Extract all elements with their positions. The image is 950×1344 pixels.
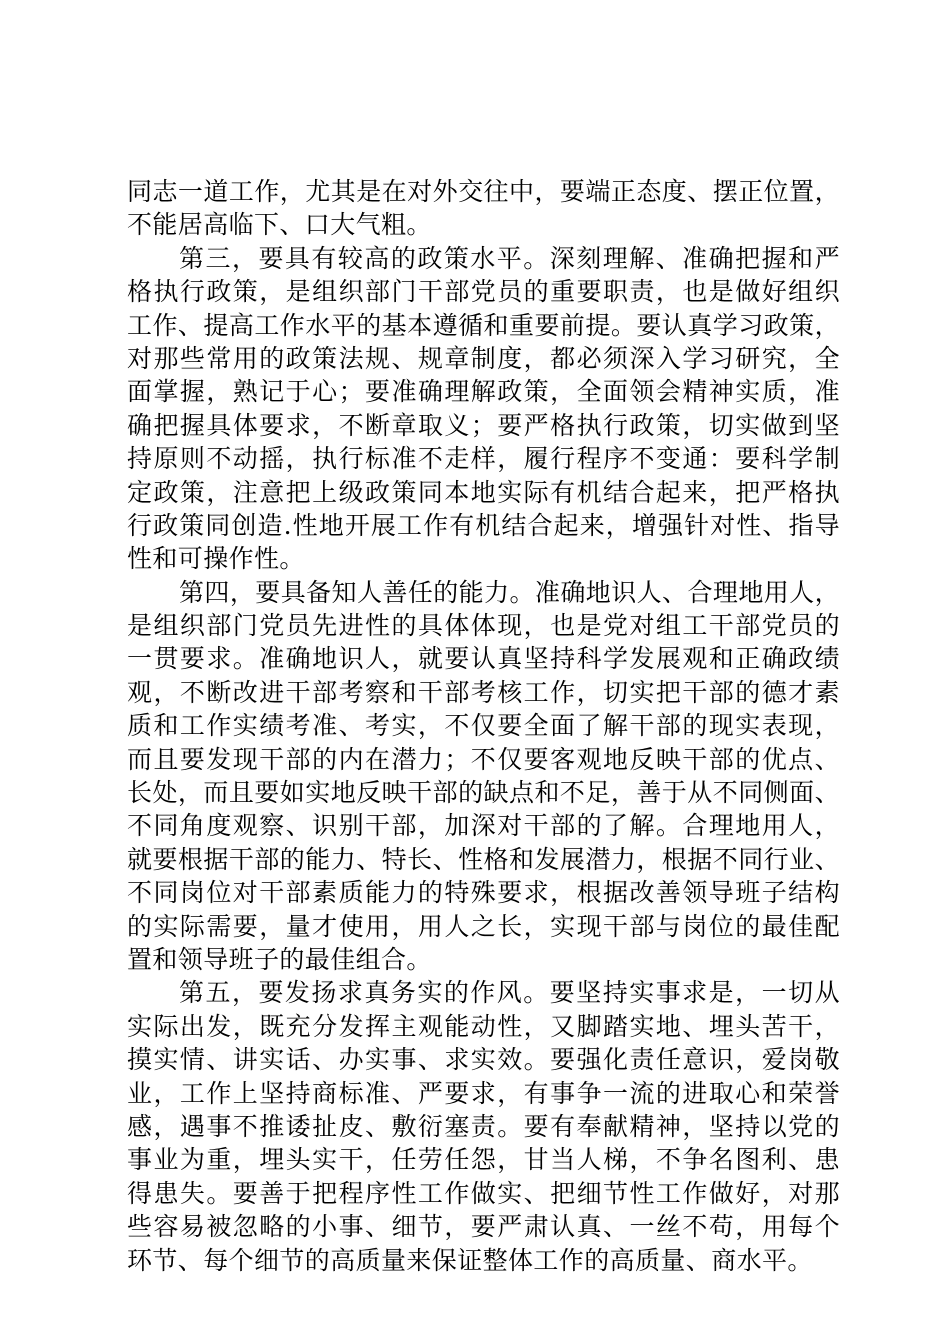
document-body xyxy=(127,175,840,1277)
text-line: 同志一道工作，尤其是在对外交往中，要端正态度、摆正位置， xyxy=(127,177,840,206)
text-line: 些容易被忽略的小事、细节，要严肃认真、一丝不苟，用每个 xyxy=(127,1212,840,1242)
paragraph-policy-level xyxy=(127,242,840,576)
text-line: 不能居高临下、口大气粗。 xyxy=(127,210,432,240)
text-line: 观，不断改进干部考察和干部考核工作，切实把干部的德才素 xyxy=(127,677,840,707)
text-line: 一贯要求。准确地识人，就要认真坚持科学发展观和正确政绩 xyxy=(127,644,840,674)
text-line: 工作、提高工作水平的基本遵循和重要前提。要认真学习政策， xyxy=(127,310,840,340)
text-line: 感，遇事不推诿扯皮、敷衍塞责。要有奉献精神，坚持以党的 xyxy=(127,1111,840,1141)
text-line: 对那些常用的政策法规、规章制度，都必须深入学习研究，全 xyxy=(127,343,840,373)
text-line: 业，工作上坚持商标准、严要求，有事争一流的进取心和荣誉 xyxy=(127,1078,840,1108)
text-line: 第五，要发扬求真务实的作风。要坚持实事求是，一切从 xyxy=(179,978,840,1008)
text-line: 环节、每个细节的高质量来保证整体工作的高质量、商水平。 xyxy=(127,1245,813,1275)
text-line: 是组织部门党员先进性的具体体现，也是党对组工干部党员的 xyxy=(127,611,840,641)
paragraph-personnel-ability xyxy=(127,576,840,977)
text-line: 定政策，注意把上级政策同本地实际有机结合起来，把严格执 xyxy=(127,477,840,507)
paragraph-continuation xyxy=(127,175,840,242)
text-line: 不同岗位对干部素质能力的特殊要求，根据改善领导班子结构 xyxy=(127,878,840,908)
text-line: 性和可操作性。 xyxy=(127,544,305,574)
text-line: 事业为重，埋头实干，任劳任怨，甘当人梯，不争名图利、患 xyxy=(127,1145,840,1175)
text-line: 第三，要具有较高的政策水平。深刻理解、准确把握和严 xyxy=(179,243,840,273)
text-line: 格执行政策，是组织部门干部党员的重要职责，也是做好组织 xyxy=(127,277,840,307)
text-line: 摸实情、讲实话、办实事、求实效。要强化责任意识，爱岗敬 xyxy=(127,1045,840,1075)
text-line: 长处，而且要如实地反映干部的缺点和不足，善于从不同侧面、 xyxy=(127,778,840,808)
text-line: 而且要发现干部的内在潜力；不仅要客观地反映干部的优点、 xyxy=(127,744,840,774)
text-line: 确把握具体要求，不断章取义；要严格执行政策，切实做到坚 xyxy=(127,410,840,440)
text-line: 持原则不动摇，执行标准不走样，履行程序不变通：要科学制 xyxy=(127,444,840,474)
text-line: 就要根据干部的能力、特长、性格和发展潜力，根据不同行业、 xyxy=(127,844,840,874)
text-line: 不同角度观察、识别干部，加深对干部的了解。合理地用人， xyxy=(127,811,840,841)
text-line: 面掌握，熟记于心；要准确理解政策，全面领会精神实质，准 xyxy=(127,377,840,407)
text-line: 的实际需要，量才使用，用人之长，实现干部与岗位的最佳配 xyxy=(127,911,840,941)
paragraph-work-style xyxy=(127,976,840,1277)
text-line: 行政策同创造.性地开展工作有机结合起来，增强针对性、指导 xyxy=(127,510,840,540)
text-line: 第四，要具备知人善任的能力。准确地识人、合理地用人， xyxy=(179,577,840,607)
text-line: 质和工作实绩考准、考实，不仅要全面了解干部的现实表现， xyxy=(127,711,840,741)
text-line: 得患失。要善于把程序性工作做实、把细节性工作做好，对那 xyxy=(127,1178,840,1208)
text-line: 实际出发，既充分发挥主观能动性，又脚踏实地、埋头苦干， xyxy=(127,1011,840,1041)
text-line: 置和领导班子的最佳组合。 xyxy=(127,944,432,974)
